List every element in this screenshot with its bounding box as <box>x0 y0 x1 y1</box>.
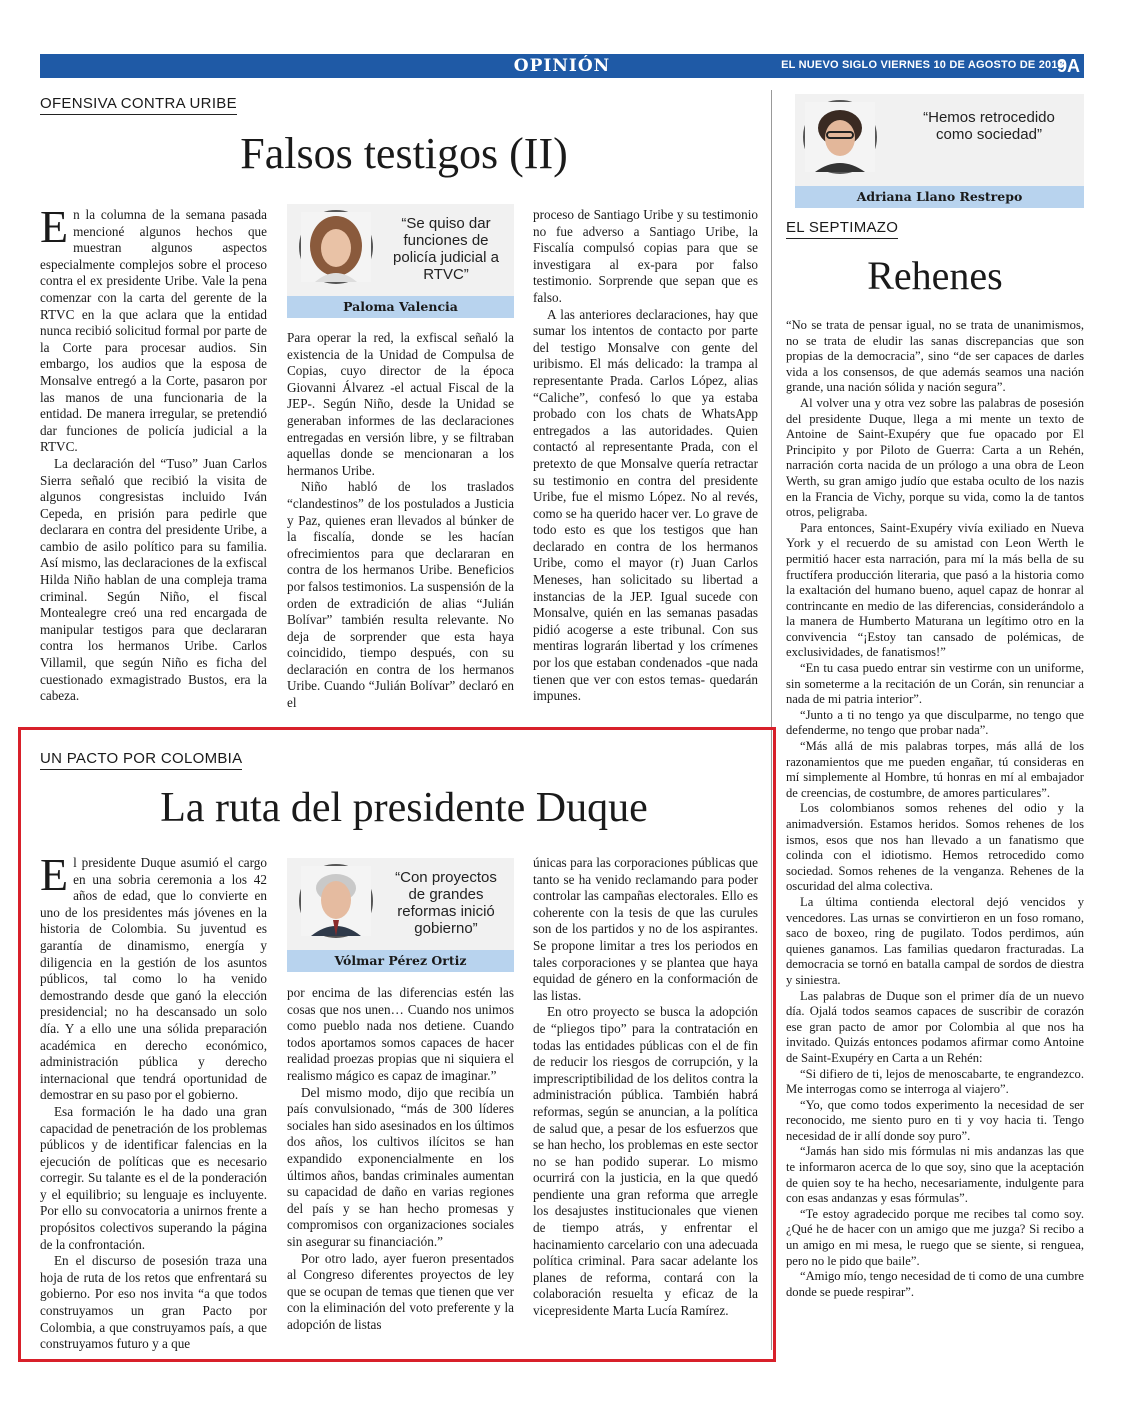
article3-paragraph: Al volver una y otra vez sobre las palabras de posesión del presidente Duque, llega a mi mente un texto de Antoine de Saint-Exupéry que fue opacado por El Principito y por Piloto de Guerra: Carta a un Rehén, narración corta nacida de un prólogo a una obra de Leon Werth, su gran amigo judío que estaba oculto de los nazis en la Francia de Vichy, porque su vida, como la de tantos otros, peligraba. <box>786 395 1084 520</box>
article1-paragraph: La declaración del “Tuso” Juan Carlos Sierra señaló que recibió la visita de algunos congresistas incluido Iván Cepeda, en prisión para pedirle que declarara en contra del presidente Uribe, a cambio de asilo político para su familia. Así mismo, las declaraciones de la exfiscal Hilda Niño hablan de una compleja trama criminal. Según Niño, el fiscal Montealegre creó una red encargada de manipular testigos para que declararan contra los hermanos Uribe. Carlos Villamil, que según Niño es ficha del cuestionado exmagistrado Bustos, era la cabeza. <box>40 455 267 704</box>
article3-paragraph: “No se trata de pensar igual, no se trata de unanimismos, no se trata de eludir las sanas discrepancias que son propias de la democracia”, sino “de ser capaces de darles vida a los consensos, de que además seamos una nación grande, una nación sólida y nación segura”. <box>786 318 1084 395</box>
article2-headline: La ruta del presidente Duque <box>160 785 648 831</box>
paloma-valencia-avatar <box>299 210 373 284</box>
article1-pull-quote: “Se quiso dar funciones de policía judicial a RTVC” <box>393 215 499 283</box>
article3-paragraph: Para entonces, Saint-Exupéry vivía exiliado en Nueva York y el recuerdo de su amistad con Leon Werth le permitió hacer esta narración, para mí la más bella de su fructífera producción literaria, que pasó a la historia como la exaltación del humano bueno, aquel capaz de honrar al contrincante en medio de las diferencias, considerándolo a la manera de Humberto Maturana un legítimo otro en la convivencia “¡Estoy tan cansado de polémicas, de exclusividades, de fanatismos!” <box>786 520 1084 660</box>
article3-author-box <box>795 94 1084 208</box>
volmar-perez-avatar <box>299 864 373 938</box>
author-photo-icon <box>805 102 875 172</box>
paper-date-info: EL NUEVO SIGLO VIERNES 10 DE AGOSTO DE 2018 <box>781 59 1064 71</box>
article2-paragraph: En otro proyecto se busca la adopción de “pliegos tipo” para la contratación en todas las entidades públicas con el de fin de reducir los riesgos de corrupción, y la imprescriptibilidad de los delitos contra la administración pública. También habrá reformas, según se anuncian, a la política de salud que, a pesar de los esfuerzos que se han hecho, los problemas en este sector no se han podido superar. Lo mismo ocurrirá con la justicia, en la que quedó pendiente una gran reforma que arregle los desajustes institucionales que vienen de tiempo atrás, y enfrentar el hacinamiento carcelario con una adecuada política criminal. Para sacar adelante los planes de reforma, contará con la colaboración resuelta y eficaz de la vicepresidente Marta Lucía Ramírez. <box>533 1004 758 1319</box>
article1-kicker: OFENSIVA CONTRA URIBE <box>40 95 237 115</box>
article2-paragraph: Del mismo modo, dijo que recibía un país convulsionado, “más de 300 líderes sociales han sido asesinados en los últimos dos años, los cultivos ilícitos se han expandido exponencialmente en los últimos años, bandas criminales aumentan su capacidad de daño en varias regiones del país y se han hecho promesas y compromisos con organizaciones sociales sin asegurar su financiación.” <box>287 1084 514 1249</box>
article2-paragraph: El presidente Duque asumió el cargo en una sobria ceremonia a los 42 años de edad, que lo convierte en uno de los presidentes más jóvenes en la historia de Colombia. Su juventud es garantía de dinamismo, energía y diligencia en la gestión de los asuntos públicos, tal como lo ha venido demostrando desde que ganó la elección presidencial; no ha descansado un solo día. Y a ello une una sólida preparación académica en derecho económico, administración pública y derecho internacional que tendrá oportunidad de demostrar en su paso por el gobierno. <box>40 849 267 1103</box>
article3-paragraph: “Si difiero de ti, lejos de menoscabarte, te engrandezco. Me interrogas como se interroga al viajero”. <box>786 1066 1084 1097</box>
article3-headline: Rehenes <box>867 253 1003 298</box>
article2-paragraph: únicas para las corporaciones públicas que tanto se ha venido reclamando para poder controlar las campañas electorales. Ello es coherente con la tesis de que las curules son de los partidos y no de los aspirantes. Se propone limitar a tres los periodos en tales corporaciones y se plantea que haya equidad de género en la conformación de las listas. <box>533 855 758 1003</box>
article3-paragraph: “Junto a ti no tengo ya que disculparme, no tengo que defenderme, no tengo que probar nada”. <box>786 707 1084 738</box>
article2-paragraph: por encima de las diferencias estén las cosas que nos unen… Cuando nos unimos como pueblo nada nos detiene. Cuando todos aportamos somos capaces de hacer realidad proezas propias que ni siquiera el realismo mágico es capaz de imaginar.” <box>287 985 514 1083</box>
article3-paragraph: Los colombianos somos rehenes del odio y la animadversión. Estamos heridos. Somos rehenes de los ismos, esos que nos han llevado a un fanatismo que colinda con el idiotismo. Hemos retrocedido como sociedad. Somos rehenes de la venganza. Rehenes de la oscuridad del alma colectiva. <box>786 801 1084 894</box>
article1-dropcap: E <box>40 201 69 252</box>
article2-author-name: Vólmar Pérez Ortiz <box>287 950 514 972</box>
article1-paragraph: Para operar la red, la exfiscal señaló la existencia de la Unidad de Compulsa de Copias, cuyo director de la época Giovanni Álvarez -el actual Fiscal de la JEP-. Según Niño, desde la Unidad se generaban informes de las declaraciones entregadas en versión libre, y se filtraban aquellas donde se mencionaran a los hermanos Uribe. <box>287 330 514 478</box>
article3-paragraph: “Más allá de mis palabras torpes, más allá de los razonamientos que me pueden engañar, tú consideras en mí simplemente al Hombre, tú honras en mí al embajador de creencias, de costumbre, de amores particulares”. <box>786 739 1084 800</box>
article3-paragraph: “Jamás han sido mis fórmulas ni mis andanzas las que te informaron acerca de lo que soy, sino que la aceptación de quien soy te ha hecho, necesariamente, indulgente para con esas andanzas y esas fórmulas”. <box>786 1144 1084 1206</box>
article3-paragraph: “En tu casa puedo entrar sin vestirme con un uniforme, sin someterme a la recitación de un Corán, sin renunciar a nada de mi patria interior”. <box>786 661 1084 707</box>
article3-kicker: EL SEPTIMAZO <box>786 219 898 239</box>
article2-column-3 <box>533 855 758 1347</box>
article2-author-box <box>287 858 514 972</box>
article3-paragraph: Las palabras de Duque son el primer día de un nuevo día. Ojalá todos seamos capaces de suscribir de corazón ese gran pacto de amor por Colombia al que nos ha invitado. Quizás entonces podamos afirmar como Antoine de Saint-Exupéry en Carta a un Rehén: <box>786 988 1084 1065</box>
article2-column-1 <box>40 849 267 1352</box>
article2-column-2 <box>287 985 514 1347</box>
article3-column <box>786 318 1084 1352</box>
article2-paragraph: Por otro lado, ayer fueron presentados al Congreso diferentes proyectos de ley que se ocupan de temas que tienen que ver con la eliminación del voto preferente y la adopción de listas <box>287 1250 514 1332</box>
article2-kicker: UN PACTO POR COLOMBIA <box>40 750 242 770</box>
article3-author-name: Adriana Llano Restrepo <box>795 186 1084 208</box>
article2-paragraph: En el discurso de posesión traza una hoja de ruta de los retos que enfrentará su gobierno. Por eso nos invita “a que todos construyamos un gran Pacto por Colombia, a que construyamos país, a que construyamos futuro y a que <box>40 1253 267 1352</box>
adriana-llano-avatar <box>803 100 877 174</box>
article1-column-1 <box>40 201 267 704</box>
article2-dropcap: E <box>40 849 69 900</box>
article1-column-3 <box>533 207 758 715</box>
article1-paragraph: Niño habló de los traslados “clandestinos” de los postulados a Justicia y Paz, quienes eran llevados al búnker de la fiscalía, donde se les hacían ofrecimientos para que declararan en contra de los hermanos Uribe. Beneficios por falsos testimonios. La suspensión de la orden de extradición de alias “Julián Bolívar” también resulta relevante. No deja de sorprender que esta haya coincidido, tiempo después, con su declaración en contra de los hermanos Uribe. Cuando “Julián Bolívar” declaró en el <box>287 479 514 711</box>
section-name: OPINIÓN <box>513 56 611 76</box>
article3-paragraph: “Yo, que como todos experimento la necesidad de ser reconocido, me siento puro en ti y voy hacia ti. Tengo necesidad de ir allí donde soy puro”. <box>786 1097 1084 1143</box>
article1-paragraph: En la columna de la semana pasada mencioné algunos hechos que muestran algunos aspectos especialmente complejos sobre el proceso contra el ex presidente Uribe. Vale la pena comenzar con la carta del gerente de la RTVC en la que aclara que la entidad nunca recibió solicitud formal por parte de la Corte para procesar audios. Sin embargo, los audios que la esposa de Monsalve entregó a la Corte, pasaron por las manos de una funcionaria de la entidad. De manera irregular, se pretendió dar funciones de policía judicial a la RTVC. <box>40 201 267 455</box>
page-number: 9A <box>1056 56 1080 76</box>
article1-paragraph: proceso de Santiago Uribe y su testimonio no fue adverso a Santiago Uribe, la Fiscalía compulsó copias para que se investigara al ex-para por falso testimonio. Sorprende que sepan que es falso. <box>533 207 758 305</box>
author-photo-icon <box>301 866 371 936</box>
article3-paragraph: “Amigo mío, tengo necesidad de ti como de una cumbre donde se puede respirar”. <box>786 1269 1084 1299</box>
article3-paragraph: La última contienda electoral dejó vencidos y vencedores. Las urnas se convirtieron en un foso romano, saco de boxeo, ring de pugilato. Todos perdimos, aún quienes ganamos. Las familias quedaron fracturadas. La democracia se tornó en batalla campal de sordos de diestra y siniestra. <box>786 894 1084 987</box>
article3-paragraph: “Te estoy agradecido porque me recibes tal como soy. ¿Qué he de hacer con un amigo que me juzga? Si recibo a un amigo en mi mesa, le ruego que se siente, si renguea, pero no le pido que baile”. <box>786 1206 1084 1268</box>
article2-paragraph: Esa formación le ha dado una gran capacidad de penetración de los problemas públicos y de identificar falencias en la ejecución de políticas que es necesario corregir. Su talante es el de la ponderación y el equilibrio; su lenguaje es incluyente. Por ello su convocatoria a unirnos frente a propósitos colectivos superando la página de la confrontación. <box>40 1103 267 1252</box>
article1-column-2 <box>287 330 514 711</box>
article1-author-box <box>287 204 514 318</box>
article1-author-name: Paloma Valencia <box>287 296 514 318</box>
article2-pull-quote: “Con proyectos de grandes reformas inició gobierno” <box>395 869 497 937</box>
article1-headline: Falsos testigos (II) <box>240 129 568 178</box>
article3-pull-quote: “Hemos retrocedido como sociedad” <box>923 109 1055 143</box>
author-photo-icon <box>301 212 371 282</box>
article1-paragraph: A las anteriores declaraciones, hay que sumar los intentos de contacto por parte del testigo Monsalve con gente del uribismo. El más delicado: la trampa al representante Prada. Carlos López, alias “Caliche”, confesó lo que ya estaba probado con los chats de WhatsApp entregados a las autoridades. Quien contactó al representante Prada, con el pretexto de que Monsalve quería retractar su testimonio en contra del presidente Uribe, fue el mismo López. No al revés, como se ha querido hacer ver. Lo grave de todo esto es que los testigos que han declarado en contra de los hermanos Uribe, como el mayor (r) Juan Carlos Meneses, han solicitado su libertad a instancias de la JEP. Igual sucede con Monsalve, quién en las semanas pasadas pidió acogerse a este tribunal. Con sus mentiras lograrán libertad y los crímenes por los que estaban condenados -que nada tienen que ver con estos temas- quedarán impunes. <box>533 306 758 704</box>
